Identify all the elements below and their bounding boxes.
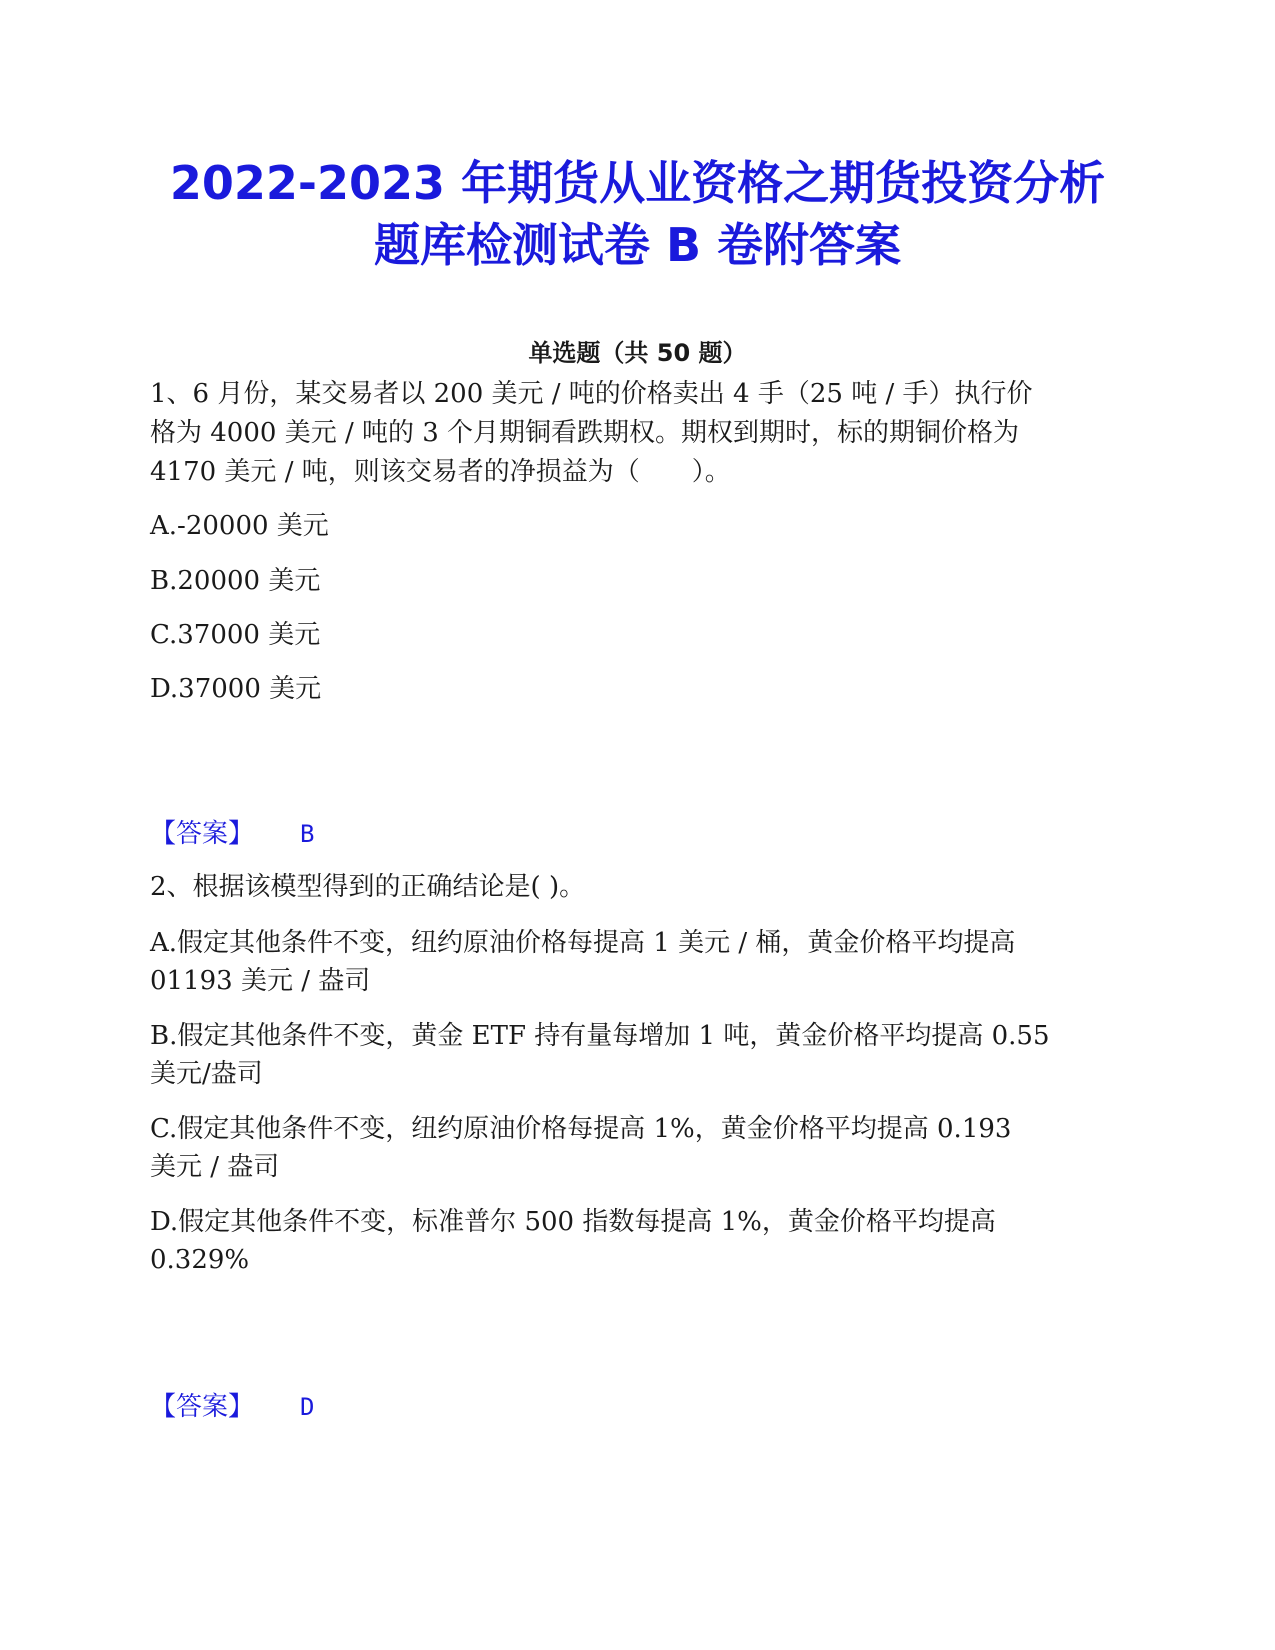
answer-label: 【答案】 — [150, 1392, 255, 1422]
document-title-line-2: 题库检测试卷 B 卷附答案 — [373, 218, 902, 272]
question-2-option-d-line-2: 0.329% — [150, 1245, 250, 1275]
answer-label: 【答案】 — [150, 819, 255, 849]
question-2-option-a-line-1: A.假定其他条件不变，纽约原油价格每提高 1 美元 / 桶，黄金价格平均提高 — [150, 928, 1016, 958]
question-1-stem-line-1: 1、6 月份，某交易者以 200 美元 / 吨的价格卖出 4 手（25 吨 / 手）执行价 — [150, 379, 1033, 409]
section-heading: 单选题（共 50 题） — [528, 339, 747, 367]
question-2-option-c-line-2: 美元 / 盎司 — [150, 1152, 280, 1182]
question-1-option-a: A.-20000 美元 — [150, 511, 329, 541]
question-1-option-b: B.20000 美元 — [150, 566, 321, 596]
question-2-option-c-line-1: C.假定其他条件不变，纽约原油价格每提高 1%，黄金价格平均提高 0.193 — [150, 1114, 1012, 1144]
question-1-option-d: D.37000 美元 — [150, 674, 322, 704]
answer-value: B — [300, 820, 315, 848]
question-1-answer — [150, 816, 314, 852]
question-1-stem-line-2: 格为 4000 美元 / 吨的 3 个月期铜看跌期权。期权到期时，标的期铜价格为 — [150, 418, 1020, 448]
question-2-option-b-line-2: 美元/盎司 — [150, 1059, 263, 1089]
answer-value: D — [300, 1393, 315, 1421]
question-2-option-d-line-1: D.假定其他条件不变，标准普尔 500 指数每提高 1%，黄金价格平均提高 — [150, 1207, 996, 1237]
question-2-option-a-line-2: 01193 美元 / 盎司 — [150, 966, 371, 996]
question-2-answer — [150, 1389, 314, 1425]
document-title-line-1: 2022-2023 年期货从业资格之期货投资分析 — [169, 156, 1106, 210]
question-1-stem-line-3: 4170 美元 / 吨，则该交易者的净损益为（ ）。 — [150, 457, 731, 487]
question-2-stem-line-1: 2、根据该模型得到的正确结论是( )。 — [150, 872, 586, 902]
question-2-option-b-line-1: B.假定其他条件不变，黄金 ETF 持有量每增加 1 吨，黄金价格平均提高 0.55 — [150, 1021, 1050, 1051]
question-1-option-c: C.37000 美元 — [150, 620, 321, 650]
